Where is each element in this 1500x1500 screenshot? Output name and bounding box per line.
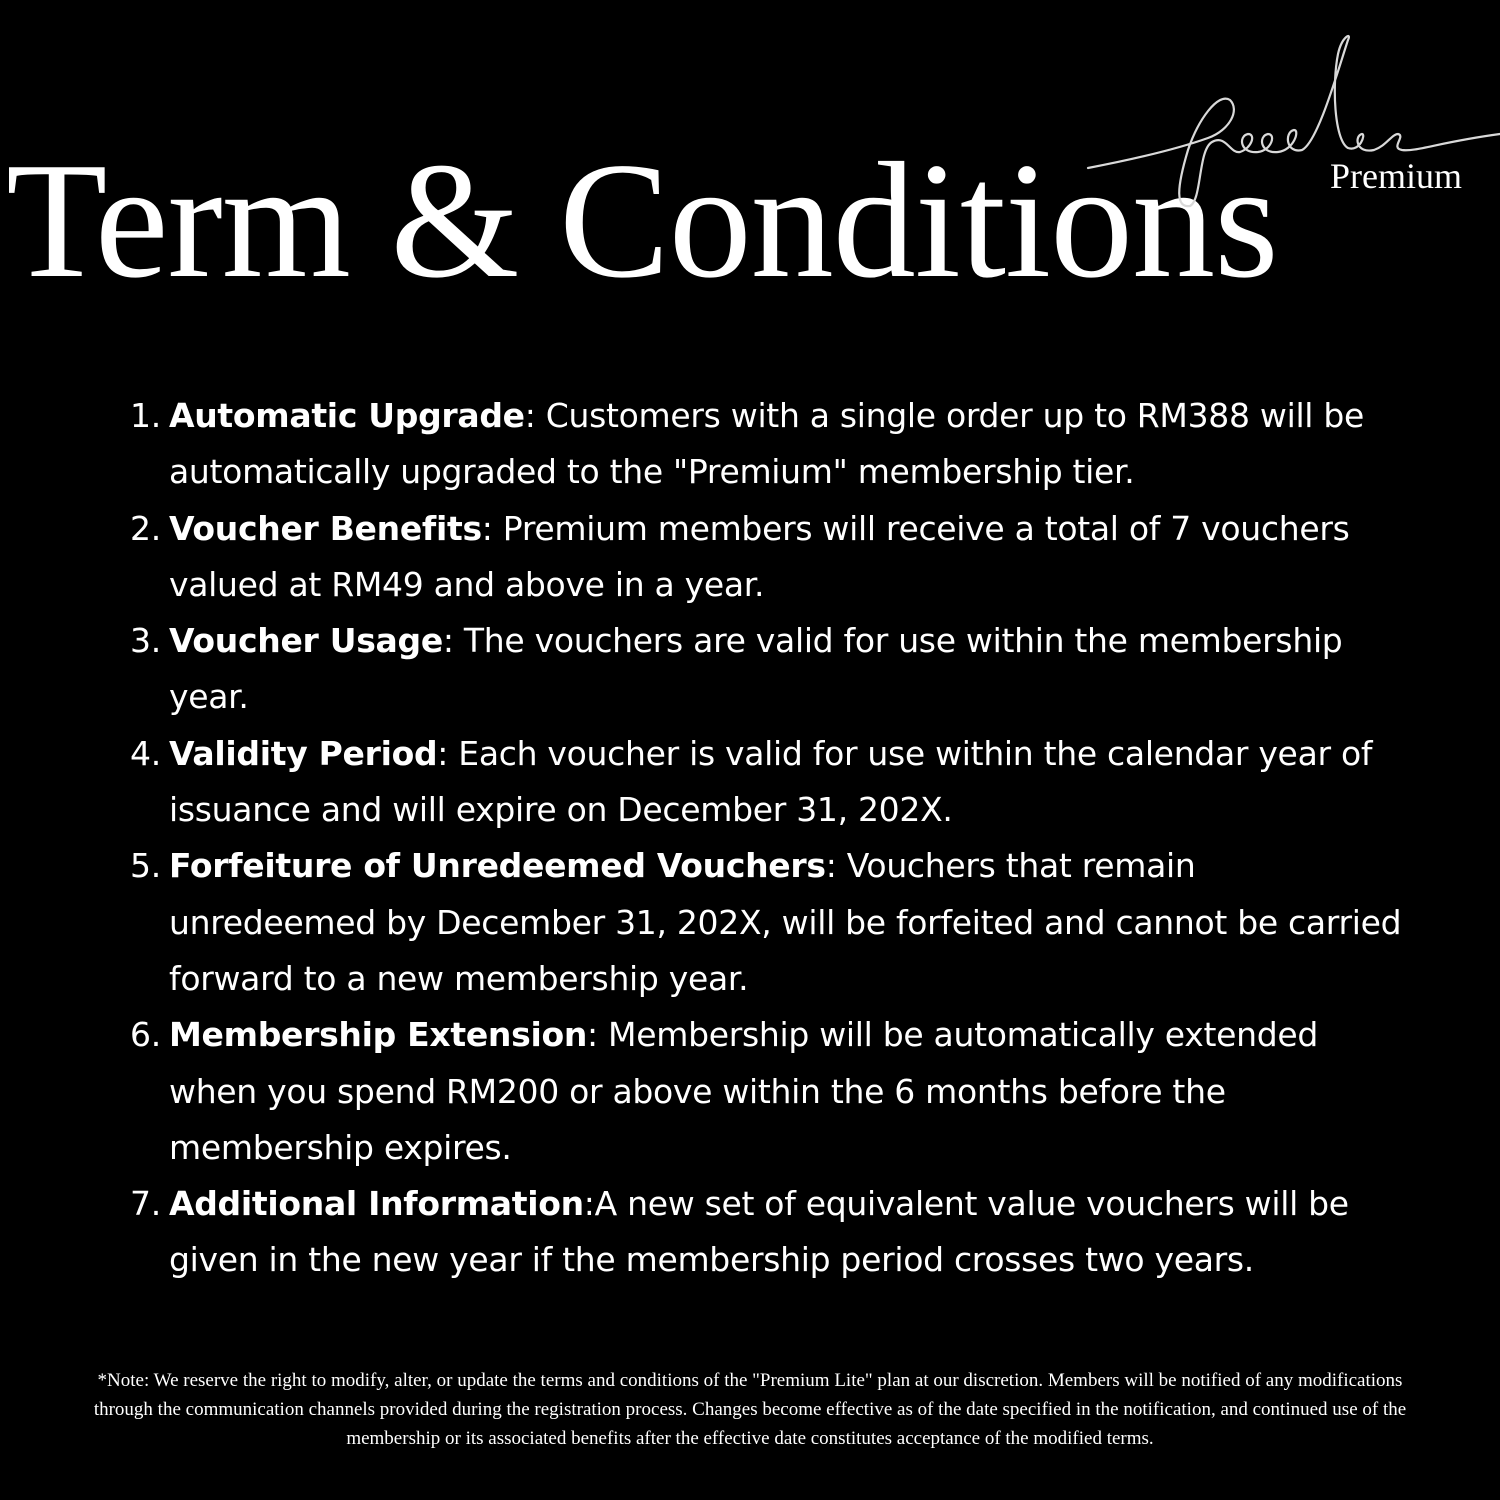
feedes-script-logo-icon (1080, 30, 1500, 230)
term-text: : Each voucher is valid for use within the calendar year of issuance and will expire on December 31, 202X. (169, 733, 1373, 830)
term-number: 2. (130, 508, 161, 548)
term-number: 3. (130, 621, 161, 661)
terms-list (120, 388, 1410, 1289)
term-label: Additional Information (169, 1184, 584, 1224)
term-label: Validity Period (169, 733, 438, 773)
term-text: : Premium members will receive a total of 7 vouchers valued at RM49 and above in a year. (169, 508, 1350, 604)
term-number: 5. (130, 846, 161, 886)
footnote: *Note: We reserve the right to modify, alter, or update the terms and conditions of the "Premium Lite" plan at our discretion. Members will be notified of any modifications through the communication channels provided during the registration process. Changes become effective as of the date specified in the notification, and continued use of the membership or its associated benefits after the effective date constitutes acceptance of the modified terms. (93, 1370, 1407, 1449)
term-item-additional-information (120, 1176, 1410, 1289)
term-label: Forfeiture of Unredeemed Vouchers (169, 846, 826, 886)
term-item-voucher-benefits (120, 501, 1410, 614)
logo-premium-word: Premium (1330, 156, 1462, 196)
term-label: Automatic Upgrade (169, 396, 525, 435)
term-text: : Vouchers that remain unredeemed by December 31, 202X, will be forfeited and cannot be carried forward to a new membership year. (169, 846, 1402, 998)
term-text: : Customers with a single order up to RM388 will be automatically upgraded to the "Premium" membership tier. (169, 396, 1365, 492)
term-item-forfeiture (120, 838, 1410, 1007)
term-item-membership-extension (120, 1007, 1410, 1176)
term-item-automatic-upgrade (120, 388, 1410, 501)
term-number: 6. (130, 1015, 161, 1055)
term-label: Voucher Usage (169, 621, 443, 661)
term-item-validity-period (120, 726, 1410, 839)
term-number: 1. (130, 396, 161, 435)
term-label: Voucher Benefits (169, 508, 482, 548)
term-text: : Membership will be automatically extended when you spend RM200 or above within the 6 months before the membership expires. (169, 1015, 1319, 1167)
term-text: : The vouchers are valid for use within the membership year. (169, 621, 1343, 717)
page-title: Term & Conditions (6, 128, 1278, 312)
term-item-voucher-usage (120, 613, 1410, 726)
term-label: Membership Extension (169, 1015, 588, 1055)
feedes-premium-logo (1080, 30, 1500, 230)
term-text: :A new set of equivalent value vouchers will be given in the new year if the membership period crosses two years. (169, 1184, 1349, 1280)
term-number: 4. (130, 733, 161, 773)
term-number: 7. (130, 1184, 161, 1224)
